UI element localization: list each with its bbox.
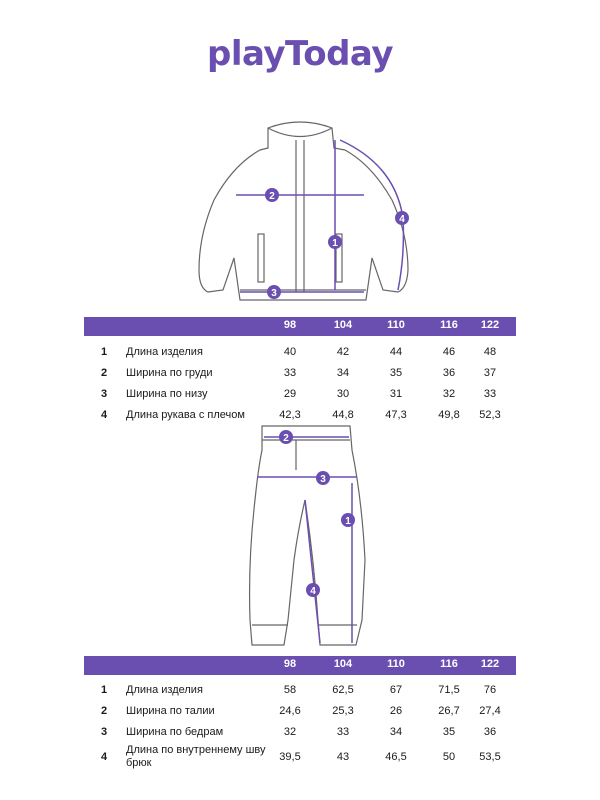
table-cell: 39,5: [279, 751, 301, 763]
table-cell: Ширина по низу: [126, 388, 208, 400]
marker-4: 4: [399, 214, 405, 225]
marker-1: 1: [332, 238, 338, 249]
table-cell: 43: [336, 751, 350, 763]
table-cell: 44,8: [332, 409, 354, 421]
table-cell: 40: [283, 346, 297, 358]
table-cell: 42: [336, 346, 350, 358]
table-cell: 34: [389, 726, 403, 738]
table-cell: 76: [483, 684, 497, 696]
table-cell: 116: [440, 658, 458, 670]
jacket-table-header: [84, 317, 516, 336]
svg-text:3: 3: [320, 474, 326, 485]
table-cell: 3: [101, 388, 108, 400]
table-cell: 98: [283, 319, 297, 331]
table-row: [84, 701, 516, 722]
table-cell: 3: [101, 726, 108, 738]
table-cell: Длина изделия: [126, 346, 203, 358]
table-cell: 36: [442, 367, 456, 379]
table-cell: 104: [333, 319, 353, 331]
table-cell: 35: [442, 726, 456, 738]
table-cell: 58: [283, 684, 297, 696]
table-cell: 110: [387, 319, 405, 331]
table-row: [84, 363, 516, 384]
table-cell: 104: [333, 658, 353, 670]
table-cell: 46,5: [385, 751, 407, 763]
table-cell: 67: [389, 684, 403, 696]
table-cell: 116: [440, 319, 458, 331]
pants-table-header: [84, 656, 516, 675]
table-cell: Длина изделия: [126, 684, 203, 696]
table-cell: 25,3: [332, 705, 354, 717]
jacket-size-table: [84, 317, 516, 426]
table-cell: 4: [101, 409, 108, 421]
table-cell: 33: [483, 388, 497, 400]
table-cell: 42,3: [279, 409, 301, 421]
table-cell: 29: [283, 388, 297, 400]
table-cell: Ширина по бедрам: [126, 726, 224, 738]
table-cell: 49,8: [438, 409, 460, 421]
table-cell: 110: [387, 658, 405, 670]
brand-logo: playToday: [207, 34, 393, 74]
table-row: [84, 722, 516, 743]
table-cell: 37: [483, 367, 497, 379]
table-cell: Длина рукава с плечом: [126, 409, 245, 421]
table-row: [84, 680, 516, 701]
table-cell: 122: [480, 319, 500, 331]
table-cell: 1: [101, 346, 108, 358]
marker-3: 3: [271, 288, 277, 299]
table-cell: 46: [442, 346, 456, 358]
table-cell: 2: [101, 367, 108, 379]
table-cell: 52,3: [479, 409, 501, 421]
table-cell: 44: [389, 346, 403, 358]
table-cell: 4: [101, 751, 108, 763]
table-cell: Ширина по талии: [126, 705, 215, 717]
table-cell: 33: [283, 367, 297, 379]
table-cell: Ширина по груди: [126, 367, 213, 379]
table-cell: 98: [283, 658, 297, 670]
table-cell: 32: [442, 388, 456, 400]
table-cell: 36: [483, 726, 497, 738]
table-cell: 1: [101, 684, 108, 696]
table-cell: 30: [336, 388, 350, 400]
jacket-diagram: [0, 110, 600, 310]
table-cell: 53,5: [479, 751, 501, 763]
pants-diagram: [0, 422, 600, 650]
table-cell: 33: [336, 726, 350, 738]
table-cell: 2: [101, 705, 108, 717]
table-cell: 26,7: [438, 705, 460, 717]
table-cell: 26: [389, 705, 403, 717]
table-cell: 34: [336, 367, 350, 379]
table-cell: 27,4: [479, 705, 501, 717]
table-cell: 48: [483, 346, 497, 358]
table-cell: 35: [389, 367, 403, 379]
table-row: [84, 743, 516, 773]
table-row: [84, 342, 516, 363]
marker-2: 2: [269, 191, 275, 202]
table-cell: 122: [480, 658, 500, 670]
table-cell: Длина по внутреннему шву брюк: [126, 744, 266, 769]
svg-text:1: 1: [345, 516, 351, 527]
svg-text:2: 2: [283, 433, 289, 444]
svg-text:4: 4: [310, 586, 316, 597]
table-cell: 71,5: [438, 684, 460, 696]
table-cell: 31: [389, 388, 403, 400]
table-cell: 62,5: [332, 684, 354, 696]
table-cell: 47,3: [385, 409, 407, 421]
table-cell: 50: [442, 751, 456, 763]
table-row: [84, 384, 516, 405]
pants-size-table: [84, 656, 516, 773]
table-cell: 32: [283, 726, 297, 738]
table-cell: 24,6: [279, 705, 301, 717]
